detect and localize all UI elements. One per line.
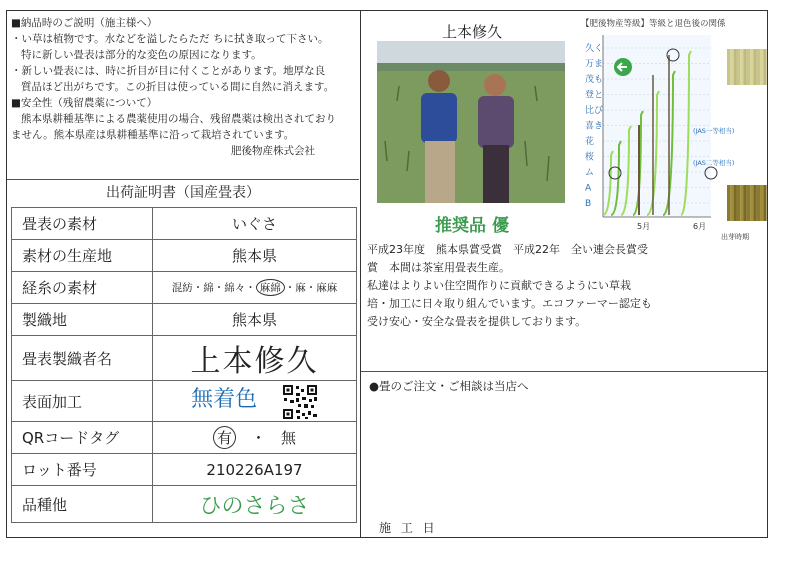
row-key: ロット番号: [12, 454, 153, 486]
notes-line: ・新しい畳表には、時に折目が目に付くことがあります。地厚な良: [11, 65, 326, 77]
right-panel: [361, 11, 767, 537]
lot-number: 210226A197: [153, 454, 357, 486]
description-line: 培・加工に日々取り組んでいます。エコファーマー認定も: [367, 297, 652, 310]
grade-label: 花: [585, 137, 595, 147]
description-line: 平成23年度 熊本県賞受賞 平成22年 全い連会長賞受: [367, 243, 648, 256]
notes-line: 質品ほど出がちです。この折目は使っている間に自然に消えます。: [21, 81, 335, 93]
tatami-swatch-fresh: [730, 49, 733, 85]
tatami-swatch-aged: [740, 185, 743, 221]
grade-label-kana: ま: [594, 59, 604, 70]
row-key: QRコードタグ: [12, 422, 153, 454]
selected-option: 麻綿: [256, 279, 285, 296]
certificate-card: [6, 10, 768, 538]
row-key: 畳表製織者名: [12, 336, 153, 381]
grade-label: 久: [585, 44, 595, 54]
chart-title: 【肥後物産等級】等級と退色後の関係: [581, 19, 726, 29]
tatami-swatch-aged: [727, 185, 730, 221]
tatami-swatch-fresh: [744, 49, 747, 85]
notes-heading: ■納品時のご説明（施主様へ）: [11, 17, 158, 29]
tatami-swatch-fresh: [747, 49, 750, 85]
tatami-swatch-fresh: [737, 49, 740, 85]
order-note: ●畳のご注文・ご相談は当店へ: [361, 371, 767, 400]
tatami-swatch-aged: [737, 185, 740, 221]
grade-label-kana: も: [594, 75, 604, 85]
spec-table: [11, 207, 357, 523]
grade-label: ム: [585, 168, 595, 178]
qr-tag-options: [153, 422, 357, 454]
description-line: 私達はよりよい住空間作りに貢献できるようにい草栽: [367, 279, 631, 292]
option-text: ・麻・麻麻: [284, 282, 338, 294]
notes-line: ・い草は植物です。水などを溢したらただ ちに拭き取って下さい。: [11, 33, 329, 45]
row-key: 経糸の素材: [12, 272, 153, 304]
grade-label: 茂: [585, 75, 595, 85]
tatami-swatch-aged: [757, 185, 760, 221]
notes-line: 熊本県耕種基準による農薬使用の場合、残留農薬は検出されており: [21, 113, 336, 125]
install-date-label: 施 工 日: [379, 521, 438, 535]
recommendation-rank: 推奨品 優: [435, 216, 509, 236]
table-row: [12, 454, 357, 486]
table-row: [12, 381, 357, 422]
grade-label-kana: び: [594, 106, 604, 116]
producer-name: 上本修久: [441, 23, 502, 41]
jas-annotation: (JAS一等相当): [693, 127, 735, 135]
row-key: 素材の生産地: [12, 240, 153, 272]
jas-annotation: (JAS二等相当): [693, 159, 735, 167]
grade-chart: [581, 15, 771, 243]
x-axis-label: 出芽時期: [721, 233, 749, 241]
notes-line: ません。熊本県産は県耕種基準に沿って栽培されています。: [11, 129, 295, 141]
tatami-swatch-fresh: [750, 49, 753, 85]
table-row: [12, 208, 357, 240]
row-key: 畳表の素材: [12, 208, 153, 240]
grade-label-kana: く: [594, 44, 604, 54]
company-name: 肥後物産株式会社: [231, 145, 315, 157]
row-key: 品種他: [12, 486, 153, 523]
grade-label: 登: [585, 90, 595, 101]
qr-code-icon: [282, 384, 318, 420]
tatami-swatch-fresh: [727, 49, 730, 85]
surface-cell: [153, 381, 357, 422]
selected-option: 有: [213, 426, 236, 449]
tatami-swatch-aged: [753, 185, 756, 221]
grade-label: 万: [585, 59, 595, 70]
table-row: [12, 272, 357, 304]
option-text: ・ 無: [251, 429, 297, 447]
table-row: [12, 336, 357, 381]
option-text: 混紡・綿・綿々・: [171, 282, 256, 294]
notes-line: 特に新しい畳表は部分的な変色の原因になります。: [21, 49, 262, 61]
tatami-swatch-fresh: [760, 49, 763, 85]
tatami-swatch-aged: [734, 185, 737, 221]
tatami-swatch-aged: [744, 185, 747, 221]
grade-label-kana: と: [594, 90, 604, 101]
tatami-swatch-fresh: [757, 49, 760, 85]
delivery-notes: [11, 15, 355, 159]
tatami-swatch-fresh: [734, 49, 737, 85]
notes-heading: ■安全性（残留農薬について）: [11, 97, 158, 109]
tatami-swatch-aged: [730, 185, 733, 221]
table-row: [12, 486, 357, 523]
description-line: 賞 本間は茶室用畳表生産。: [367, 261, 510, 274]
x-tick-label: 5月: [637, 222, 651, 231]
tatami-swatch-fresh: [740, 49, 743, 85]
table-row: [12, 240, 357, 272]
table-row: [12, 304, 357, 336]
left-panel: [7, 11, 361, 537]
grade-label: B: [585, 199, 592, 209]
tatami-swatch-fresh: [763, 49, 766, 85]
tatami-swatch-aged: [763, 185, 766, 221]
variety-value: ひのさらさ: [153, 486, 357, 523]
producer-photo: [377, 41, 565, 203]
certificate-title: 出荷証明書（国産畳表）: [7, 179, 359, 206]
tatami-swatch-fresh: [753, 49, 756, 85]
x-tick-label: 6月: [693, 222, 707, 231]
tatami-swatch-aged: [750, 185, 753, 221]
row-value: いぐさ: [153, 208, 357, 240]
producer-description: [367, 241, 761, 331]
tatami-swatch-aged: [747, 185, 750, 221]
table-row: [12, 422, 357, 454]
row-key: 表面加工: [12, 381, 153, 422]
grade-label: 喜: [585, 121, 595, 132]
surface-value: 無着色: [191, 387, 258, 413]
grade-label: 比: [585, 106, 595, 116]
grade-label: A: [585, 183, 592, 194]
tatami-swatch-aged: [760, 185, 763, 221]
maker-name: 上本修久: [153, 336, 357, 381]
grade-label-kana: き: [594, 121, 604, 132]
warp-material-options: [153, 272, 357, 304]
row-key: 製織地: [12, 304, 153, 336]
grade-label: 桜: [585, 152, 595, 163]
description-line: 受け安心・安全な畳表を提供しております。: [367, 315, 587, 328]
row-value: 熊本県: [153, 304, 357, 336]
row-value: 熊本県: [153, 240, 357, 272]
